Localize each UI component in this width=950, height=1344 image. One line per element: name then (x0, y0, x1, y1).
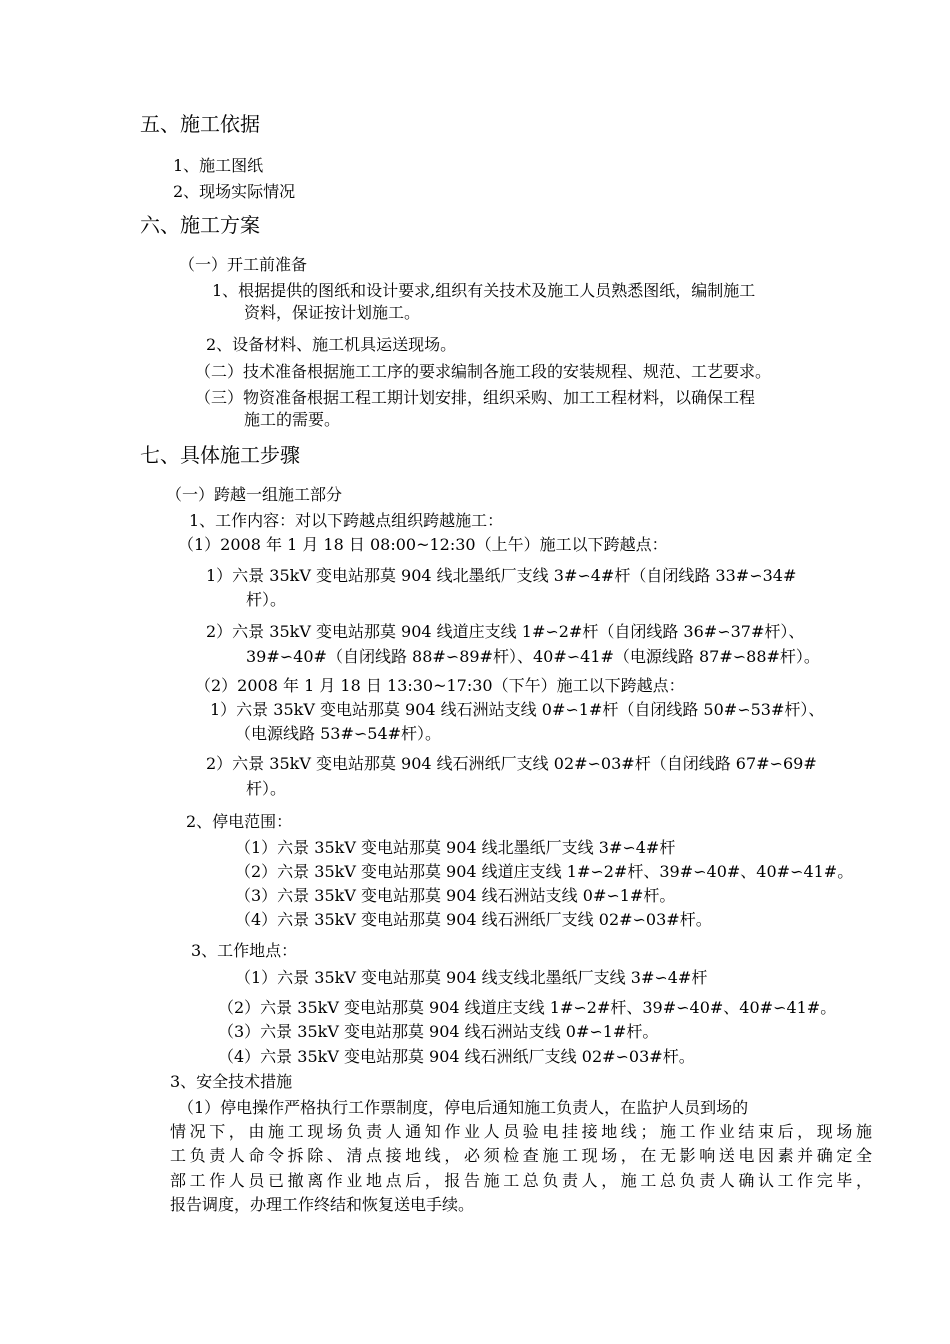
paragraph-line: 杆）。 (246, 779, 287, 798)
list-item: （2）六景 35kV 变电站那莫 904 线道庄支线 1#∽2#杆、39#∽40#、40#∽41#。 (218, 998, 837, 1017)
list-item: 2）六景 35kV 变电站那莫 904 线道庄支线 1#∽2#杆（自闭线路 36#∽37#杆）、 (206, 622, 805, 641)
section-heading: 六、施工方案 (140, 213, 260, 237)
sub-heading: （二）技术准备根据施工工序的要求编制各施工段的安装规程、规范、工艺要求。 (195, 362, 772, 381)
sub-heading: （一）开工前准备 (179, 255, 308, 274)
list-item: 3、安全技术措施 (170, 1072, 293, 1091)
list-item: （1）六景 35kV 变电站那莫 904 线北墨纸厂支线 3#∽4#杆 (235, 838, 676, 857)
list-item: （4）六景 35kV 变电站那莫 904 线石洲纸厂支线 02#∽03#杆。 (235, 910, 712, 929)
paragraph-line: 情况下，由施工现场负责人通知作业人员验电挂接地线；施工作业结束后，现场施 (170, 1122, 872, 1141)
paragraph-line: （1）停电操作严格执行工作票制度，停电后通知施工负责人，在监护人员到场的 (178, 1098, 749, 1117)
list-item: 1、工作内容：对以下跨越点组织跨越施工： (189, 511, 504, 530)
list-item: 2、设备材料、施工机具运送现场。 (206, 335, 457, 354)
list-item: （2）2008 年 1 月 18 日 13:30~17:30（下午）施工以下跨越点： (195, 676, 685, 695)
sub-heading: （一）跨越一组施工部分 (166, 485, 343, 504)
paragraph-line: 部工作人员已撤离作业地点后，报告施工总负责人，施工总负责人确认工作完毕， (170, 1171, 872, 1190)
list-item: （1）2008 年 1 月 18 日 08:00~12:30（上午）施工以下跨越点： (178, 535, 668, 554)
section-heading: 五、施工依据 (140, 112, 260, 136)
list-item: 1）六景 35kV 变电站那莫 904 线石洲站支线 0#∽1#杆（自闭线路 50#∽53#杆）、 (210, 700, 825, 719)
list-item: （4）六景 35kV 变电站那莫 904 线石洲纸厂支线 02#∽03#杆。 (218, 1047, 695, 1066)
paragraph-line: 1、根据提供的图纸和设计要求,组织有关技术及施工人员熟悉图纸，编制施工 (212, 281, 756, 300)
list-item: （3）六景 35kV 变电站那莫 904 线石洲站支线 0#∽1#杆。 (218, 1022, 659, 1041)
paragraph-line: 工负责人命令拆除、清点接地线，必须检查施工现场，在无影响送电因素并确定全 (170, 1146, 872, 1165)
paragraph-line: 资料，保证按计划施工。 (244, 303, 421, 322)
paragraph-line: 施工的需要。 (244, 410, 341, 429)
list-item: 1）六景 35kV 变电站那莫 904 线北墨纸厂支线 3#∽4#杆（自闭线路 33#∽34# (206, 566, 797, 585)
list-item: （1）六景 35kV 变电站那莫 904 线支线北墨纸厂支线 3#∽4#杆 (235, 968, 708, 987)
list-item: 1、施工图纸 (173, 156, 264, 175)
paragraph-line: 报告调度，办理工作终结和恢复送电手续。 (170, 1195, 475, 1214)
list-item: 2、停电范围： (186, 812, 293, 831)
list-item: （3）六景 35kV 变电站那莫 904 线石洲站支线 0#∽1#杆。 (235, 886, 676, 905)
list-item: 2）六景 35kV 变电站那莫 904 线石洲纸厂支线 02#∽03#杆（自闭线路 67#∽69# (206, 754, 817, 773)
paragraph-line: 39#∽40#（自闭线路 88#∽89#杆）、40#∽41#（电源线路 87#∽88#杆）。 (246, 647, 820, 666)
list-item: 3、工作地点： (191, 941, 298, 960)
list-item: （2）六景 35kV 变电站那莫 904 线道庄支线 1#∽2#杆、39#∽40#、40#∽41#。 (235, 862, 854, 881)
paragraph-line: （电源线路 53#∽54#杆）。 (235, 724, 442, 743)
paragraph-line: 杆）。 (246, 590, 287, 609)
section-heading: 七、具体施工步骤 (140, 443, 300, 467)
sub-heading: （三）物资准备根据工程工期计划安排，组织采购、加工工程材料，以确保工程 (195, 388, 756, 407)
list-item: 2、现场实际情况 (173, 182, 296, 201)
